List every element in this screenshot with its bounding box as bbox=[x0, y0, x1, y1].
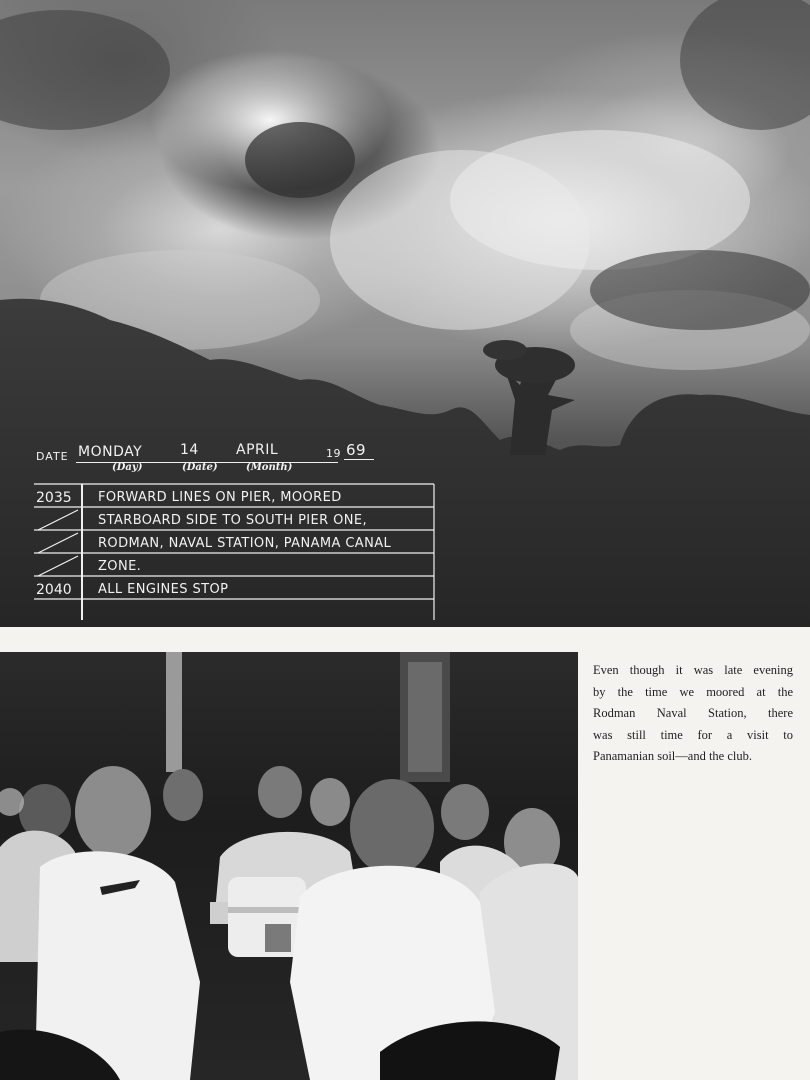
date-caption: (Date) bbox=[182, 462, 218, 473]
log-day: MONDAY bbox=[78, 444, 143, 460]
log-entry bbox=[34, 579, 436, 600]
log-date-line bbox=[34, 438, 444, 482]
log-table bbox=[34, 482, 436, 622]
caption-line: Even though it was late evening bbox=[593, 663, 793, 677]
log-year: 69 bbox=[346, 441, 367, 459]
log-entry bbox=[34, 533, 436, 554]
log-entry-text: RODMAN, NAVAL STATION, PANAMA CANAL bbox=[98, 536, 392, 551]
date-label: DATE bbox=[36, 450, 69, 463]
log-entry bbox=[34, 510, 436, 531]
year-underline bbox=[344, 459, 374, 460]
caption-line: was still time for a visit to bbox=[593, 727, 793, 742]
log-entry bbox=[34, 556, 436, 577]
log-entry-text: STARBOARD SIDE TO SOUTH PIER ONE, bbox=[98, 513, 368, 528]
log-entry-time: 2035 bbox=[36, 490, 72, 506]
log-entry-text: FORWARD LINES ON PIER, MOORED bbox=[98, 490, 342, 505]
caption-line: by the time we moored at the bbox=[593, 684, 793, 699]
month-caption: (Month) bbox=[246, 462, 293, 473]
sailors-at-club-scene bbox=[0, 652, 578, 1080]
log-entry-text: ZONE. bbox=[98, 559, 142, 574]
log-month: APRIL bbox=[236, 442, 279, 458]
log-year-prefix: 19 bbox=[326, 447, 341, 460]
caption-line: Rodman Naval Station, there bbox=[593, 706, 793, 720]
log-entry-time: 2040 bbox=[36, 582, 72, 598]
log-date: 14 bbox=[180, 442, 199, 458]
log-entry-text: ALL ENGINES STOP bbox=[98, 582, 229, 597]
photo-caption bbox=[593, 660, 793, 768]
log-entry bbox=[34, 487, 436, 508]
caption-line: Panamanian soil—and the club. bbox=[593, 749, 752, 763]
club-photograph bbox=[0, 652, 578, 1080]
day-caption: (Day) bbox=[112, 462, 143, 473]
